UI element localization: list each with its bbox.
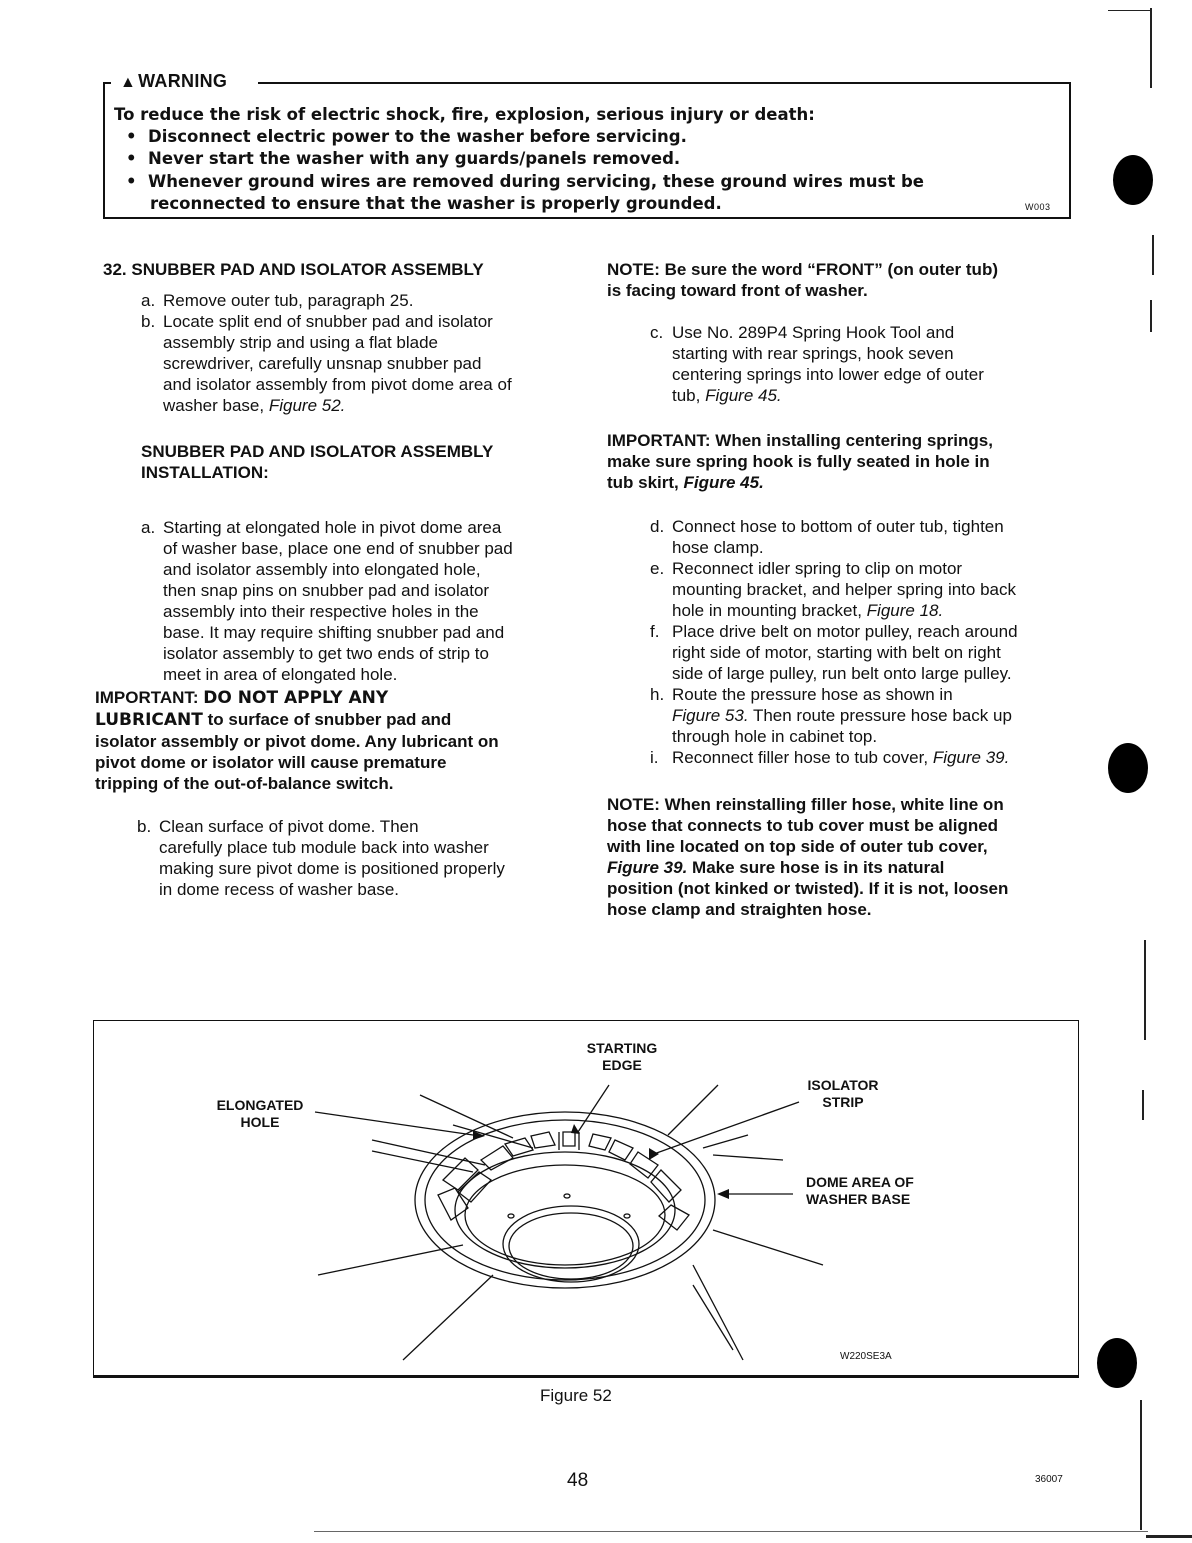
step-c	[650, 322, 1070, 406]
important-springs-note: IMPORTANT: When installing centering springs, make sure spring hook is fully seated in hole in tub skirt, Figure 45.	[607, 431, 993, 492]
warning-box-corner	[103, 82, 111, 84]
label-isolator-strip: ISOLATOR STRIP	[807, 1077, 879, 1110]
section-heading: 32. SNUBBER PAD AND ISOLATOR ASSEMBLY	[103, 260, 484, 279]
figure-reference[interactable]: Figure 39.	[607, 858, 688, 877]
list-item: h. Route the pressure hose as shown in Figure 53. Then route pressure hose back up through hole in cabinet top.	[650, 685, 1012, 746]
list-item: f. Place drive belt on motor pulley, reach around right side of motor, starting with belt on right side of large pulley, run belt onto large pulley.	[650, 622, 1018, 683]
warning-heading: ▲ WARNING	[116, 71, 231, 92]
warning-bullet-continuation: reconnected to ensure that the washer is properly grounded.	[150, 194, 722, 213]
installation-heading: SNUBBER PAD AND ISOLATOR ASSEMBLY INSTALLATION:	[141, 442, 494, 482]
list-item: d. Connect hose to bottom of outer tub, tighten hose clamp.	[650, 517, 1004, 557]
installation-step-b	[137, 816, 577, 900]
list-item: a. Remove outer tub, paragraph 25.	[141, 291, 414, 310]
warning-bullet: • Disconnect electric power to the washer before servicing.	[126, 127, 687, 146]
list-item: c. Use No. 289P4 Spring Hook Tool and starting with rear springs, hook seven centering springs into lower edge of outer tub, Figure 45.	[650, 323, 984, 405]
binder-hole	[1108, 743, 1148, 793]
list-item: e. Reconnect idler spring to clip on motor mounting bracket, and helper spring into back hole in mounting bracket, Figure 18.	[650, 559, 1016, 620]
figure-reference[interactable]: Figure 52.	[268, 396, 346, 415]
figure-reference[interactable]: Figure 18.	[866, 601, 944, 620]
radiating-line	[420, 1095, 513, 1138]
page-number: 48	[567, 1470, 589, 1491]
scan-edge-line	[1150, 8, 1152, 88]
figure-reference[interactable]: Figure 39.	[932, 748, 1010, 767]
scan-edge-line	[1140, 1400, 1142, 1530]
warning-bullet: • Whenever ground wires are removed during servicing, these ground wires must be	[126, 172, 924, 191]
warning-bullet: • Never start the washer with any guards/panels removed.	[126, 149, 681, 168]
warning-triangle-icon: ▲	[120, 74, 137, 91]
figure-caption: Figure 52	[540, 1386, 612, 1405]
label-elongated-hole: ELONGATED HOLE	[216, 1097, 304, 1130]
binder-hole	[1113, 155, 1153, 205]
scan-edge-line	[1146, 1535, 1192, 1538]
scan-edge-line	[1108, 10, 1152, 11]
scan-edge-line	[1142, 1090, 1144, 1120]
note-filler-hose: NOTE: When reinstalling filler hose, white line on hose that connects to tub cover must be aligned with line located on top side of outer tub cover, Figure 39. Make sure hose is in its natural position (not kinked or twisted). If it is not, loosen hose clamp and straighten hose.	[607, 795, 1009, 919]
list-item: a. Starting at elongated hole in pivot dome area of washer base, place one end of snubber pad and isolator assembly into elongated hole, then snap pins on snubber pad and isolator assembly into their respective holes in the base. It may require shifting snubber pad and isolator assembly to get two ends of strip to meet in area of elongated hole.	[141, 518, 513, 684]
label-starting-edge: STARTING EDGE	[586, 1040, 658, 1073]
figure-reference[interactable]: Figure 45.	[683, 473, 764, 492]
figure-reference[interactable]: Figure 53.	[672, 706, 749, 725]
list-item: b. Clean surface of pivot dome. Then carefully place tub module back into washer making sure pivot dome is positioned properly in dome recess of washer base.	[137, 817, 505, 899]
document-number: 36007	[1035, 1474, 1063, 1485]
figure-reference[interactable]: Figure 45.	[705, 386, 782, 405]
list-item: i. Reconnect filler hose to tub cover, Figure 39.	[650, 748, 1010, 767]
figure-code: W220SE3A	[840, 1351, 892, 1362]
footer-rule	[314, 1531, 1148, 1532]
steps-d-to-i	[650, 516, 1080, 768]
removal-steps	[141, 290, 571, 416]
installation-step-a	[141, 517, 581, 685]
important-lubricant-note: IMPORTANT: DO NOT APPLY ANY LUBRICANT to surface of snubber pad and isolator assembly or pivot dome. Any lubricant on pivot dome or isolator will cause premature tripping of the out-of-balance switch.	[95, 688, 499, 793]
note-front: NOTE: Be sure the word “FRONT” (on outer tub) is facing toward front of washer.	[607, 260, 998, 300]
scan-edge-line	[1150, 300, 1152, 332]
list-item: b. Locate split end of snubber pad and isolator assembly strip and using a flat blade screwdriver, carefully unsnap snubber pad and isolator assembly from pivot dome area of washer base, Figure 52.	[141, 312, 512, 415]
label-dome-area: DOME AREA OF WASHER BASE	[806, 1174, 914, 1207]
warning-intro: To reduce the risk of electric shock, fire, explosion, serious injury or death:	[114, 105, 815, 124]
binder-hole	[1097, 1338, 1137, 1388]
warning-code: W003	[1025, 202, 1051, 212]
warning-rule	[258, 82, 1071, 84]
scan-edge-line	[1152, 235, 1154, 275]
scan-edge-line	[1144, 940, 1146, 1040]
